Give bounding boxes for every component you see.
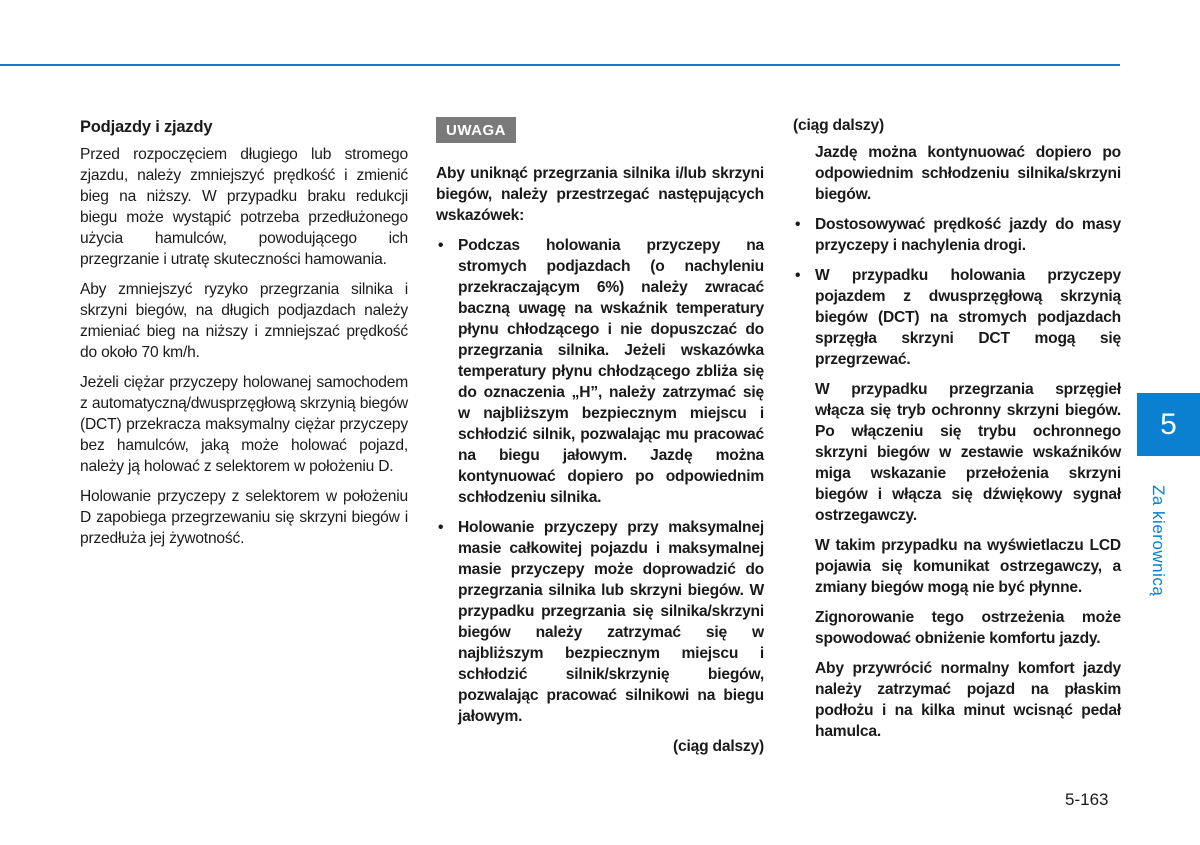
list-item: • W przypadku holowania przyczepy pojazdem z dwusprzęgłową skrzynią biegów (DCT) na stromych podjazdach sprzęgła skrzyni DCT mogą się przegrzewać.: [793, 265, 1121, 370]
list-item: • Dostosowywać prędkość jazdy do masy przyczepy i nachylenia drogi.: [793, 214, 1121, 256]
paragraph: Jazdę można kontynuować dopiero po odpowiednim schłodzeniu silnika/skrzyni biegów.: [815, 144, 1121, 203]
section-heading: Podjazdy i zjazdy: [80, 118, 213, 136]
chapter-number-tab: 5: [1137, 393, 1200, 456]
continued-note: (ciąg dalszy): [793, 117, 884, 134]
list-item: • Holowanie przyczepy przy maksymalnej masie całkowitej pojazdu i maksymalnej masie przyczepy może doprowadzić do przegrzania silnika lub skrzyni biegów. W przypadku przegrzania się silnika/skrzyni biegów należy zatrzymać się w najbliższym bezpiecznym miejscu i schłodzić silnik/skrzynię biegów, pozwalając pracować silnikowi na biegu jałowym.: [436, 517, 764, 727]
continued-note: (ciąg dalszy): [673, 738, 764, 755]
list-item: • Podczas holowania przyczepy na stromych podjazdach (o nachyleniu przekraczającym 6%) należy zwracać baczną uwagę na wskaźnik temperatury płynu chłodzącego i nie dopuszczać do przegrzania silnika. Jeżeli wskazówka temperatury płynu chłodzącego zbliża się do oznaczenia „H”, należy zatrzymać się w najbliższym bezpiecznym miejscu i schłodzić silnik, pozwalając mu pracować na biegu jałowym. Jazdę można kontynuować dopiero po odpowiednim schłodzeniu silnika.: [436, 235, 764, 508]
warning-list: [436, 235, 764, 727]
header-rule: [0, 64, 1120, 66]
column-right: [793, 115, 1121, 751]
paragraph: Zignorowanie tego ostrzeżenia może spowodować obniżenie komfortu jazdy.: [815, 609, 1121, 647]
warning-list: [793, 214, 1121, 370]
paragraph: Jeżeli ciężar przyczepy holowanej samochodem z automatyczną/dwusprzęgłową skrzynią biegów (DCT) przekracza maksymalny ciężar przyczepy bez hamulców, jaką może holować pojazd, należy ją holować z selektorem w położeniu D.: [80, 374, 408, 475]
column-middle: [436, 115, 764, 766]
column-left: [80, 115, 408, 558]
paragraph: Przed rozpoczęciem długiego lub stromego zjazdu, należy zmniejszyć prędkość i zmienić bieg na niższy. W przypadku braku redukcji biegu może wystąpić potrzeba przedłużonego użycia hamulców, powodującego ich przegrzanie i utratę skuteczności hamowania.: [80, 146, 408, 268]
paragraph: W takim przypadku na wyświetlaczu LCD pojawia się komunikat ostrzegawczy, a zmiany biegów mogą nie być płynne.: [815, 537, 1121, 596]
warning-badge: UWAGA: [436, 117, 516, 143]
warning-intro: Aby uniknąć przegrzania silnika i/lub skrzyni biegów, należy przestrzegać następujących wskazówek:: [436, 165, 764, 224]
paragraph: Aby przywrócić normalny komfort jazdy należy zatrzymać pojazd na płaskim podłożu i na kilka minut wcisnąć pedał hamulca.: [815, 660, 1121, 740]
paragraph: Aby zmniejszyć ryzyko przegrzania silnika i skrzyni biegów, na długich podjazdach należy zmieniać bieg na niższy i zmniejszać prędkość do około 70 km/h.: [80, 281, 408, 361]
page-number: 5-163: [1065, 790, 1109, 809]
chapter-title: Za kierownicą: [1149, 485, 1168, 597]
paragraph: Holowanie przyczepy z selektorem w położeniu D zapobiega przegrzewaniu się skrzyni biegów i przedłuża jej żywotność.: [80, 488, 408, 547]
paragraph: W przypadku przegrzania sprzęgieł włącza się tryb ochronny skrzyni biegów. Po włączeniu się trybu ochronnego skrzyni biegów w zestawie wskaźników miga wskazanie przełożenia skrzyni biegów i włącza się dźwiękowy sygnał ostrzegawczy.: [815, 381, 1121, 524]
